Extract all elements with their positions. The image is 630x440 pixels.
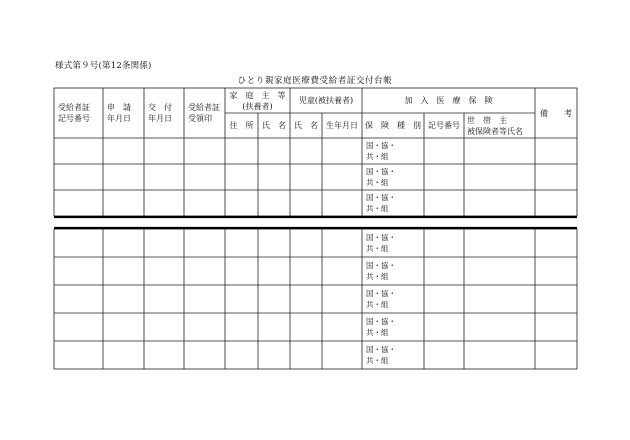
header-household-name: 氏 名 (262, 121, 286, 130)
insurance-type-row-5 (366, 260, 396, 282)
header-insurance-number: 記号番号 (428, 121, 460, 130)
header-application-date-line1: 申 請 (107, 103, 131, 112)
insurance-type-row-3 (366, 192, 396, 214)
insurance-type-line1: 国・協・ (366, 233, 396, 242)
insurance-type-line2: 共・組 (366, 178, 389, 187)
insurance-type-line1: 国・協・ (366, 193, 396, 202)
header-household-head-line1: 家 庭 主 等 (229, 91, 286, 100)
form-title: ひとり親家庭医療費受給者証交付台帳 (237, 76, 393, 86)
insurance-type-row-2 (366, 166, 396, 188)
insurance-type-line2: 共・組 (366, 356, 389, 365)
insurance-type-line2: 共・組 (366, 272, 389, 281)
header-receipt-seal-line1: 受給者証 (188, 103, 220, 112)
header-child-name: 氏 名 (294, 121, 318, 130)
header-certificate-number (58, 102, 90, 124)
header-address: 住 所 (229, 121, 254, 130)
header-household-head (225, 90, 290, 112)
insurance-type-line2: 共・組 (366, 244, 389, 253)
header-household-head-line2: (扶養者) (242, 102, 273, 111)
header-application-date-line2: 年月日 (107, 114, 131, 123)
ledger-table (54, 88, 577, 368)
header-insured-head-line2: 被保険者等氏名 (467, 127, 523, 136)
header-application-date (107, 102, 131, 124)
header-child: 児童(被扶養者) (298, 96, 354, 105)
insurance-type-row-8 (366, 344, 396, 366)
header-insurance: 加 入 医 療 保 険 (404, 96, 493, 105)
insurance-type-row-1 (366, 140, 396, 162)
header-issue-date-line1: 交 付 (148, 103, 172, 112)
form-number-label: 様式第９号(第12条関係) (55, 61, 152, 71)
insurance-type-line1: 国・協・ (366, 141, 396, 150)
insurance-type-line1: 国・協・ (366, 167, 396, 176)
header-certificate-number-line2: 記号番号 (58, 114, 90, 123)
header-child-birthdate: 生年月日 (326, 121, 358, 130)
header-insured-head-line1: 世 帯 主 (467, 116, 507, 125)
insurance-type-line2: 共・組 (366, 300, 389, 309)
header-receipt-seal-line2: 受領印 (188, 114, 212, 123)
insurance-type-line1: 国・協・ (366, 289, 396, 298)
insurance-type-line1: 国・協・ (366, 317, 396, 326)
header-remarks: 備 考 (540, 109, 572, 118)
insurance-type-line1: 国・協・ (366, 261, 396, 270)
header-insured-head (467, 115, 523, 137)
insurance-type-line2: 共・組 (366, 204, 389, 213)
insurance-type-line2: 共・組 (366, 152, 389, 161)
header-receipt-seal (188, 102, 220, 124)
insurance-type-row-7 (366, 316, 396, 338)
insurance-type-line1: 国・協・ (366, 345, 396, 354)
header-issue-date-line2: 年月日 (148, 114, 172, 123)
insurance-type-line2: 共・組 (366, 328, 389, 337)
header-certificate-number-line1: 受給者証 (58, 103, 90, 112)
header-issue-date (148, 102, 172, 124)
insurance-type-row-4 (366, 232, 396, 254)
insurance-type-row-6 (366, 288, 396, 310)
header-insurance-type: 保 険 種 別 (365, 121, 421, 130)
